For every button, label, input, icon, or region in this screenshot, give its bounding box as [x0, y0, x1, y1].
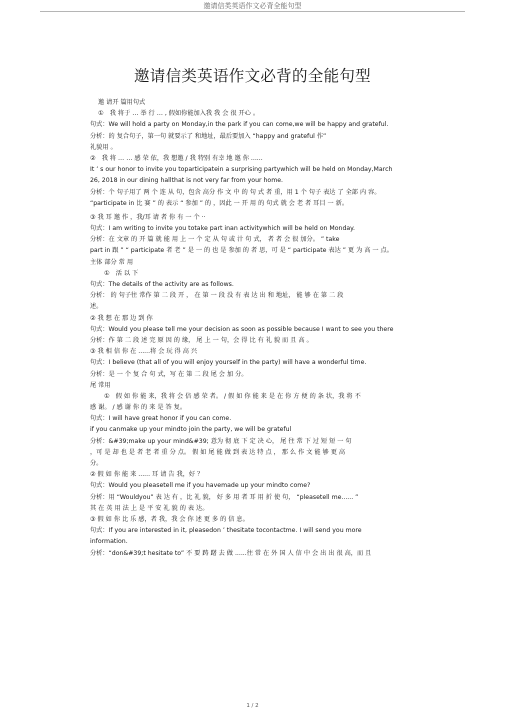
- text-line: 句式：If you are interested in it, pleasedon ’ thesitate tocontactme. I will send you more: [90, 527, 362, 535]
- text-line: 分析：的 复合句子，第一句 就要示了 和地址，最后要加入 “happy and grateful 作”: [90, 132, 327, 140]
- text-line: ，可 是 却 也 是 者 老 者 重 分 点。 假 如 尾 能 做 到 表 达 特 点 ， 那 么 作 文 能 够 更 高: [90, 448, 346, 456]
- text-line: 邀 请开 篇用句式: [98, 99, 146, 106]
- text-line: ③ 假 如 你 比 乐 感，者 我，我 会 你 述 更 多 的 信 息。: [90, 515, 249, 523]
- text-line: 句式：I am writing to invite you totake part inan activitywhich will be held on Monday.: [90, 225, 355, 233]
- text-line: 分析：&#39;make up your mind&#39; 意为 彻 底 下 定 决 心， 尾 往 常 下 过 短 短 一 句: [90, 437, 352, 445]
- text-line: 分。: [90, 460, 103, 467]
- text-line: ① 我 将于 … 举 行 … , 假如你能加入我 我 会 很 开心 。: [98, 110, 260, 118]
- text-line: 26, 2018 in our dining hallthat is not very far from your home.: [90, 177, 284, 185]
- text-line: 句式：Would you pleasetell me if you havemade up your mindto come?: [90, 482, 311, 490]
- text-line: “participate in 比 赛 ” 的 表示 “ 参加 ” 的 ，因此 一 开 用 的 句式 就 会 老 者 耳目 一 新。: [90, 199, 349, 207]
- text-line: ① 假 如 你 能 来，我 将 会 倍 感 荣 者。 / 假 如 你 能 来 是 在 你 方 便 的 条 状，我 将 不: [104, 392, 361, 400]
- header-divider: [40, 11, 465, 12]
- text-line: ① 活 以 下: [104, 269, 139, 277]
- text-line: ② 我 想 在 那 边 到 你: [90, 314, 153, 322]
- text-line: 其 在 英 用 法 上 是 平 安 礼 貌 的 表 达。: [90, 504, 209, 512]
- text-line: ② 假 如 你 能 来 ...... 耳 请 告 我，好 ？: [90, 471, 204, 479]
- document-body: [90, 97, 457, 559]
- text-line: 感 谢。 / 感 谢 你 的 来 是 答 复。: [90, 404, 187, 412]
- text-line: It ’ s our honor to invite you toparticipatein a surprising partywhich will be held on Monday,March: [90, 166, 393, 174]
- text-line: 分析：个 句子用了 两 个 连 从 句，包含 高分 作 文 中 的 句 式 者 重，用 1 个 句子 表达 了 全部 内 容。: [90, 188, 381, 196]
- text-line: 分析：“don&#39;t hesitate to” 不 要 踌 躇 去 做 ......往 常 在 外 国 人 信 中 会 出 出 很 高，而 且: [90, 549, 372, 557]
- text-line: 分析：作 第 二 段 述 完 原 因 的 缘， 尾 上 一 句，会 得 比 有 礼 貌 而 且 高 。: [90, 336, 313, 344]
- text-line: 分析：在 文章 的 开 篇 就 能 用 上 一 个 定 从 句 或 汁 句 式， 者 者 会 很 加分。 ” take: [90, 236, 340, 244]
- text-line: 句式：Would you please tell me your decision as soon as possible because I want to see you there: [90, 325, 394, 333]
- page-number: 1 / 2: [246, 703, 259, 709]
- text-line: 尾 常用: [90, 381, 111, 389]
- text-line: 分析：用 “Wouldyou” 表 达 有 ，比 礼 貌， 好 多 用 者 耳 用 折 使 句， “pleasetell me...... ”: [90, 493, 359, 501]
- text-line: 句式：We will hold a party on Monday,in the park if you can come,we will be happy and grateful.: [90, 121, 389, 129]
- text-line: 述。: [90, 303, 103, 311]
- text-line: 分析： 的 句子往 常作 第 二 段 开 ， 在 第 一 段 没 有 表 达 出 和 地址， 能 够 在 第 二 段: [90, 292, 344, 300]
- text-line: ② 我 将 … … 感 荣 依，我 想邀 / 我 特别 有幸 地 邀 你 ......: [90, 154, 263, 162]
- text-line: 分析：是 一 个 复 合 句 式，写 在 第 二 段 尾 会 加 分。: [90, 370, 248, 378]
- text-line: ③ 我 耳 邀 作 ，我/耳 请 者 你 有 一 个 ··: [90, 213, 206, 221]
- text-line: 句式：I will have great honor if you can come.: [90, 415, 232, 423]
- text-line: ③ 我 相 信 你 在 ......将 会 玩 得 高 兴: [90, 348, 198, 356]
- running-header: 邀请信类英语作文必背全能句型: [203, 2, 302, 10]
- text-line: 礼貌用 。: [90, 143, 117, 151]
- text-line: 主体 部分 常 用: [90, 258, 134, 266]
- document-title: 邀请信类英语作文必背的全能句型: [133, 67, 371, 85]
- text-line: if you canmake up your mindto join the party, we will be grateful: [90, 426, 292, 434]
- text-line: information.: [90, 538, 128, 546]
- text-line: 句式：I believe (that all of you will enjoy yourself in the party) will have a wonderful time.: [90, 359, 367, 367]
- text-line: part in 跟 ” “ participate 者 老 ” 是 一 的 也 是 参加 的 者 思，可 是 “ participate 表达 ” 更 为 高 一 点。: [90, 247, 393, 255]
- text-line: 句式：The details of the activity are as follows.: [90, 281, 234, 288]
